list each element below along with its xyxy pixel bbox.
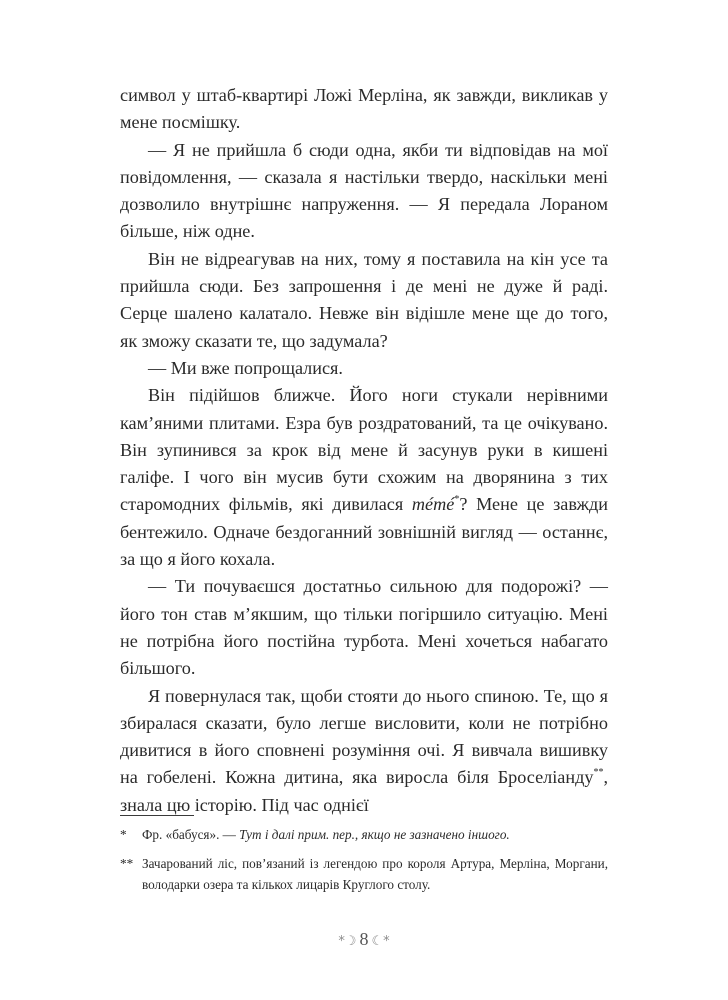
footnotes bbox=[120, 824, 608, 903]
paragraph-5-text-b: ? Мене це завжди бентежило. Одначе бездоганний зовнішній вигляд — останнє, за що я його кохала. bbox=[120, 494, 608, 570]
paragraph-5-text-a: Він підійшов ближче. Його ноги стукали нерівними кам’яними плитами. Езра був роздратований, та це очікувано. Він зупинився за крок від мене й засунув руки в кишені галіфе. І чого він мусив бути схожим на дворянина з тих старомодних фільмів, які дивилася bbox=[120, 385, 608, 515]
footnote-1-text: Фр. «бабуся». — bbox=[142, 827, 240, 842]
footnote-2-text: Зачарований ліс, пов’язаний із легендою про короля Артура, Мерліна, Моргани, володарки озера та кількох лицарів Круглого столу. bbox=[142, 856, 608, 892]
paragraph-3: Він не відреагував на них, тому я поставила на кін усе та прийшла сюди. Без запрошення і де мені не дуже й раді. Серце шалено калатало. Невже він відішле мене ще до того, як зможу сказати те, що задумала? bbox=[120, 248, 608, 351]
footnote-2-mark: ** bbox=[120, 856, 134, 871]
page-body bbox=[120, 82, 608, 819]
paragraph-7 bbox=[120, 683, 608, 819]
footnote-1-mark: * bbox=[120, 827, 127, 842]
footnote-ref-2: ** bbox=[593, 767, 604, 779]
page-number-footer bbox=[0, 929, 728, 950]
paragraph-5 bbox=[120, 382, 608, 573]
footnote-1 bbox=[120, 824, 608, 845]
footnote-1-translator-note: Тут і далі прим. пер., якщо не зазначено іншого. bbox=[239, 827, 510, 842]
paragraph-7-text-a: Я повернулася так, щоби стояти до нього спиною. Те, що я збиралася сказати, було легше висловити, коли не потрібно дивитися в його сповнені розуміння очі. Я вивчала вишивку на гобелені. Кожна дитина, яка виросла біля Броселіанду bbox=[120, 685, 608, 788]
page-number: 8 bbox=[359, 929, 369, 949]
foreign-word-meme: mémé bbox=[411, 494, 455, 515]
footnote-divider bbox=[120, 815, 194, 816]
paragraph-6: — Ти почуваєшся достатньо сильною для подорожі? — його тон став м’якшим, що тільки погіршило ситуацію. Мені не потрібна його постійна турбота. Мені хочеться набагато більшого. bbox=[120, 576, 608, 679]
moon-star-left-icon: *☽ bbox=[338, 934, 357, 949]
paragraph-7-text-b: , знала цю історію. Під час однієї bbox=[120, 767, 608, 815]
paragraph-4: — Ми вже попрощалися. bbox=[148, 357, 343, 378]
footnote-2 bbox=[120, 853, 608, 895]
paragraph-2: — Я не прийшла б сюди одна, якби ти відповідав на мої повідомлення, — сказала я настільки твердо, наскільки мені дозволило внутрішнє напруження. — Я передала Лораном більше, ніж одне. bbox=[120, 139, 608, 242]
footnote-ref-1: * bbox=[454, 494, 460, 506]
paragraph-1: символ у штаб-квартирі Ложі Мерліна, як завжди, викликав у мене посмішку. bbox=[120, 85, 608, 133]
moon-star-right-icon: ☾* bbox=[371, 934, 390, 949]
